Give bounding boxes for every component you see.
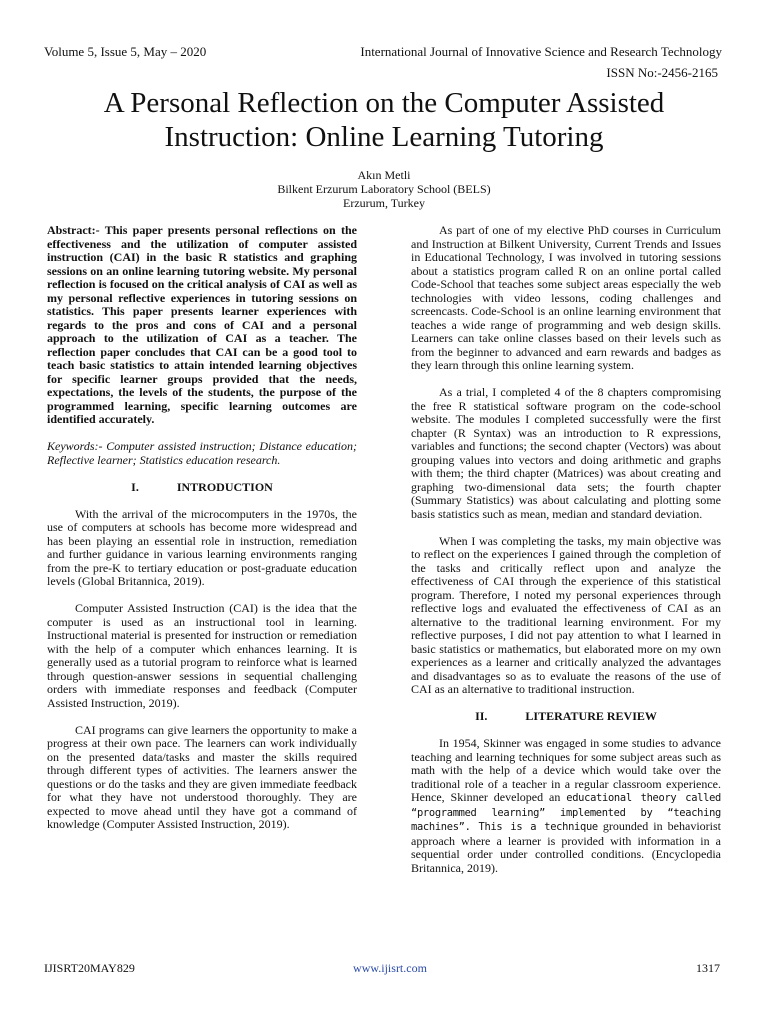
section-heading-introduction (47, 481, 357, 495)
paragraph: As a trial, I completed 4 of the 8 chapters compromising the free R statistical software program on the code-school website. The modules I completed successfully were the first chapter (R Syntax) was an introduction to R expressions, variables and functions; the second chapter (Vectors) was about grouping values into vectors and doing arithmetic and graphs with them; the third chapter (Matrices) was about creating and graphing two-dimensional data sets; the fourth chapter (Summary Statistics) was about calculating and plotting some basis statistics such as mean, median and standard deviation. (411, 385, 721, 521)
paragraph: When I was completing the tasks, my main objective was to reflect on the experiences I gained through the completion of the tasks and critically reflect upon and analyze the effectiveness of CAI through the experience of this statistical program. Therefore, I noted my personal experiences through reflective logs and evaluated the effectiveness of CAI as an alternative to the traditional learning environment. For my reflective purposes, I did not pay attention to what I learned in basic statistics or mathematics, but elaborated more on my own experiences as a learner and critically analyzed the advantages and disadvantages so as to evaluate the reasons of the use of CAI as an alternative to traditional instruction. (411, 533, 721, 696)
paragraph: As part of one of my elective PhD courses in Curriculum and Instruction at Bilkent University, Current Trends and Issues in Educational Technology, I was involved in tutoring sessions about a statistics program called R on an online portal called Code-School that teaches some subject areas especially the web technologies with video lessons, coding challenges and screencasts. Code-School is an online learning environment that teaches a wide range of programming and web design skills. Learners can take online classes based on their levels such as from the beginner to advanced and earn rewards and badges as they learn through this online learning system. (411, 223, 721, 372)
paragraph: Computer Assisted Instruction (CAI) is the idea that the computer is used as an instructional tool in learning. Instructional material is presented for instruction or remediation with the help of a computer which enhances learning. It is generally used as a tutorial program to reinforce what is learned through question-answer sessions in sequential challenging orders with immediate responses and feedback (Computer Assisted Instruction, 2019). (47, 601, 357, 710)
right-column (411, 224, 721, 889)
header-journal: International Journal of Innovative Science and Research Technology (360, 44, 722, 59)
paragraph-part: grounded in behaviorist approach where a learner is provided with information in a sequential order under controlled conditions. (Encyclopedia Britannica, 2019). (411, 819, 721, 875)
header-issn: ISSN No:-2456-2165 (606, 65, 718, 80)
section-number: II. (475, 709, 488, 723)
footer-code: IJISRT20MAY829 (44, 961, 135, 975)
section-heading-literature-review (411, 710, 721, 724)
abstract: Abstract:- This paper presents personal reflections on the effectiveness and the utilization of computer assisted instruction (CAI) in the basic R statistics and graphing sessions on an online learning tutoring website. My personal reflection is focused on the critical analysis of CAI as well as my personal reflective experiences in tutoring sessions on statistics. This paper presents learner experiences with regards to the pros and cons of CAI and a personal approach to the utilization of CAI as a teacher. The reflection paper concludes that CAI can be a good tool to teach basic statistics to attain intended learning objectives for specific learner groups provided that the needs, expectations, the levels of the students, the purpose of the programmed learning, specific learning outcomes are identified accurately. (47, 223, 357, 426)
section-number: I. (131, 479, 139, 494)
paragraph: CAI programs can give learners the opportunity to make a progress at their own pace. The learners can work individually on the presented data/tasks and master the skills required through different types of activities. The learners answer the questions or do the tasks and they are given immediate feedback for what they have not understood thoroughly. They are expected to move ahead until they have got a command of knowledge (Computer Assisted Instruction, 2019). (47, 722, 357, 831)
header-volume: Volume 5, Issue 5, May – 2020 (44, 44, 207, 59)
keywords: Keywords:- Computer assisted instruction; Distance education; Reflective learner; Statistics education research. (47, 439, 357, 467)
section-title: LITERATURE REVIEW (525, 709, 657, 723)
section-title: INTRODUCTION (176, 479, 273, 494)
paper-title: A Personal Reflection on the Computer Assisted Instruction: Online Learning Tutoring (103, 87, 665, 153)
paragraph-literature (411, 737, 721, 875)
left-column (47, 224, 357, 845)
paragraph-part-monospace: educational theory called “programmed learning” implemented by “teaching machines”. This is a technique (411, 792, 721, 833)
author-block (184, 168, 584, 210)
author-name: Akın Metli (357, 168, 411, 182)
author-location: Erzurum, Turkey (343, 196, 425, 210)
footer-page-number: 1317 (696, 961, 720, 975)
author-affiliation: Bilkent Erzurum Laboratory School (BELS) (277, 182, 491, 196)
paragraph: With the arrival of the microcomputers in the 1970s, the use of computers at schools has become more widespread and has been playing an essential role in instruction, remediation and further guidance in various learning environments ranging from the pre-K to tertiary education or post-graduate education levels (Global Britannica, 2019). (47, 506, 357, 588)
footer-url-link[interactable]: www.ijisrt.com (353, 961, 427, 975)
paragraph-part: In 1954, Skinner was engaged in some studies to advance teaching and learning techniques for some subject areas such as math with the help of a device which would take over the traditional role of a teacher in a regular classroom experience. Hence, Skinner developed an (411, 736, 721, 804)
